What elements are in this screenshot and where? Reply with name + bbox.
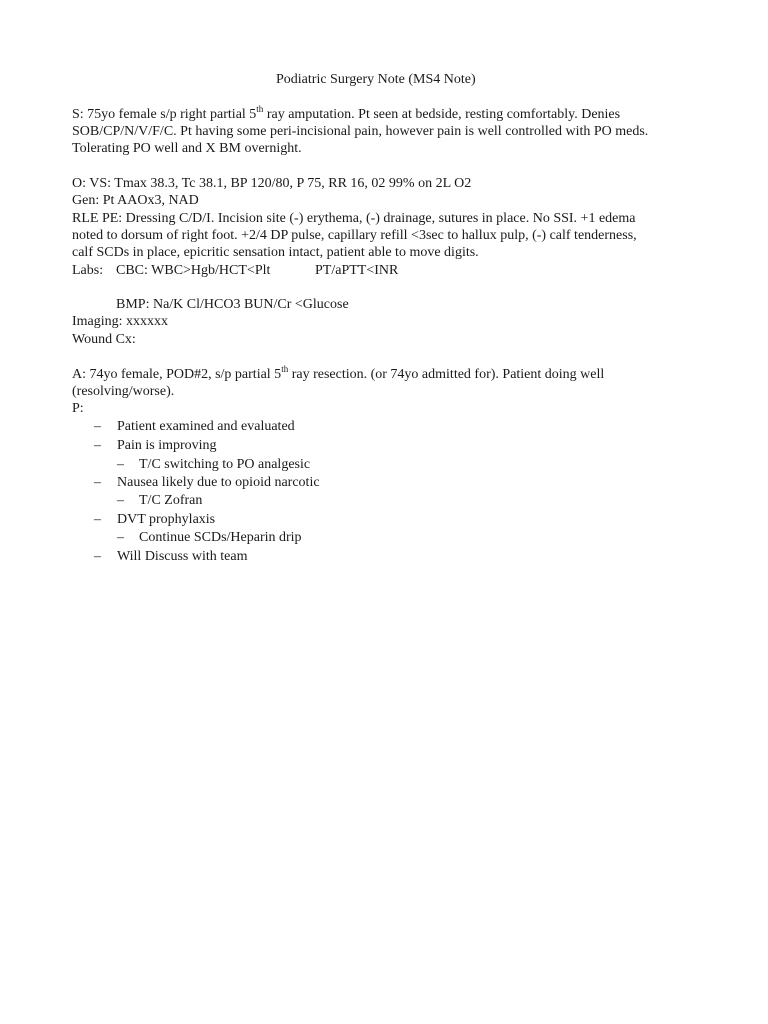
- ordinal-suffix: th: [281, 364, 289, 374]
- wound-culture: Wound Cx:: [72, 332, 136, 347]
- plan-sub-bullet: –: [117, 530, 124, 545]
- plan-bullet: –: [94, 512, 101, 527]
- plan-sub-item: T/C Zofran: [139, 493, 203, 508]
- subjective-line-3: Tolerating PO well and X BM overnight.: [72, 141, 302, 156]
- objective-general: Gen: Pt AAOx3, NAD: [72, 193, 199, 208]
- objective-vitals: O: VS: Tmax 38.3, Tc 38.1, BP 120/80, P 75, RR 16, 02 99% on 2L O2: [72, 176, 472, 191]
- plan-sub-item: T/C switching to PO analgesic: [139, 457, 311, 472]
- plan-bullet: –: [94, 549, 101, 564]
- plan-bullet: –: [94, 475, 101, 490]
- assessment-line-1: [72, 366, 604, 383]
- plan-sub-bullet: –: [117, 457, 124, 472]
- ordinal-suffix: th: [256, 104, 264, 114]
- note-title: Podiatric Surgery Note (MS4 Note): [276, 72, 476, 87]
- subjective-line-1: [72, 106, 620, 123]
- plan-label: P:: [72, 401, 84, 416]
- subjective-line-2: SOB/CP/N/V/F/C. Pt having some peri-incisional pain, however pain is well controlled with PO meds.: [72, 124, 649, 139]
- assessment-text-pre: A: 74yo female, POD#2, s/p partial 5: [72, 367, 282, 382]
- plan-sub-bullet: –: [117, 493, 124, 508]
- plan-item: Patient examined and evaluated: [117, 419, 295, 434]
- subjective-text-post: ray amputation. Pt seen at bedside, resting comfortably. Denies: [263, 107, 621, 122]
- labs-bmp: BMP: Na/K Cl/HCO3 BUN/Cr <Glucose: [116, 297, 349, 312]
- plan-item: Pain is improving: [117, 438, 217, 453]
- objective-rle-line-2: noted to dorsum of right foot. +2/4 DP pulse, capillary refill <3sec to hallux pulp, (-) calf tenderness,: [72, 228, 637, 243]
- plan-item: Nausea likely due to opioid narcotic: [117, 475, 320, 490]
- plan-item: DVT prophylaxis: [117, 512, 216, 527]
- plan-item: Will Discuss with team: [117, 549, 248, 564]
- labs-coags: PT/aPTT<INR: [315, 263, 399, 278]
- labs-cbc: CBC: WBC>Hgb/HCT<Plt: [116, 263, 271, 278]
- objective-rle-line-1: RLE PE: Dressing C/D/I. Incision site (-) erythema, (-) drainage, sutures in place. No SSI. +1 edema: [72, 211, 636, 226]
- plan-bullet: –: [94, 419, 101, 434]
- labs-label: Labs:: [72, 263, 104, 278]
- assessment-text-post: ray resection. (or 74yo admitted for). Patient doing well: [288, 367, 605, 382]
- plan-sub-item: Continue SCDs/Heparin drip: [139, 530, 302, 545]
- objective-rle-line-3: calf SCDs in place, epicritic sensation intact, patient able to move digits.: [72, 245, 479, 260]
- imaging: Imaging: xxxxxx: [72, 314, 169, 329]
- assessment-line-2: (resolving/worse).: [72, 384, 175, 399]
- plan-bullet: –: [94, 438, 101, 453]
- subjective-text-pre: S: 75yo female s/p right partial 5: [72, 107, 257, 122]
